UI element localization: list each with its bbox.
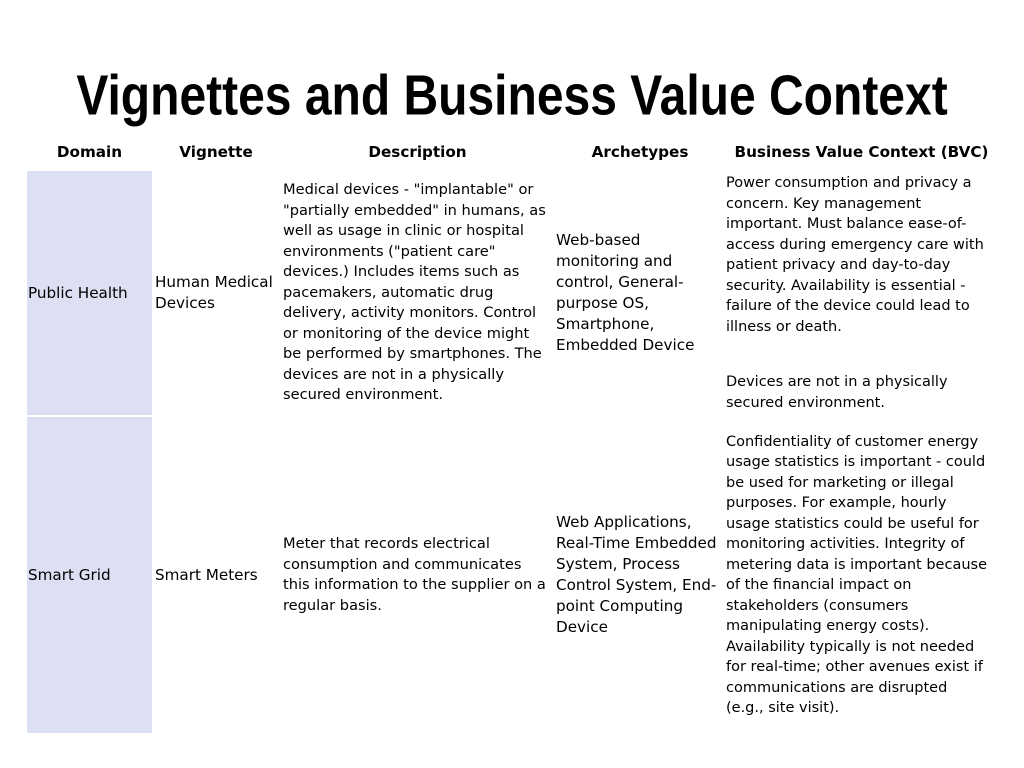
bvc-text bbox=[726, 411, 998, 739]
bvc-paragraph: Power consumption and privacy a concern. Key management important. Must balance ease-of-access during emergency care with patient privacy and day-to-day security. Availability is essential - failure of the device could lead to illness or death. bbox=[726, 175, 984, 335]
description-text: Medical devices - "implantable" or "partially embedded" in humans, as well as usage in clinic or hospital environments ("patient care" devices.) Includes items such as pacemakers, automatic drug delivery, activity monitors. Control or monitoring of the device might be performed by smartphones. The devices are not in a physically secured environment. bbox=[283, 181, 546, 404]
slide-title bbox=[0, 58, 1024, 136]
cell-archetypes bbox=[555, 417, 725, 733]
cell-domain bbox=[27, 171, 152, 415]
archetypes-text: Web Applications, Real-Time Embedded System, Process Control System, End-point Computing Device bbox=[556, 513, 717, 636]
cell-archetypes bbox=[555, 171, 725, 415]
description-text: Meter that records electrical consumption and communicates this information to the supplier on a regular basis. bbox=[283, 535, 546, 614]
bvc-paragraph: Confidentiality of customer energy usage statistics is important - could be used for marketing or illegal purposes. For example, hourly usage statistics could be useful for monitoring activities. Integrity of metering data is important because of the financial impact on stakeholders (consumers manipulating energy costs). Availability typically is not needed for real-time; other avenues exist if communications are disrupted (e.g., site visit). bbox=[726, 433, 987, 716]
column-header-description: Description bbox=[368, 142, 467, 161]
cell-description bbox=[280, 171, 555, 415]
cell-bvc bbox=[725, 171, 998, 415]
cell-bvc bbox=[725, 417, 998, 733]
archetypes-text: Web-based monitoring and control, General-purpose OS, Smartphone, Embedded Device bbox=[556, 231, 695, 354]
bvc-text bbox=[726, 153, 998, 434]
domain-text: Smart Grid bbox=[28, 565, 111, 584]
cell-vignette bbox=[152, 171, 280, 415]
column-header-domain: Domain bbox=[56, 142, 123, 161]
cell-domain bbox=[27, 417, 152, 733]
cell-vignette bbox=[152, 417, 280, 733]
column-header-archetypes: Archetypes bbox=[591, 142, 689, 161]
vignette-text: Human Medical Devices bbox=[155, 273, 273, 312]
bvc-paragraph: Devices are not in a physically secured environment. bbox=[726, 374, 948, 411]
column-header-vignette: Vignette bbox=[179, 142, 253, 161]
vignette-text: Smart Meters bbox=[155, 565, 258, 584]
cell-description bbox=[280, 417, 555, 733]
domain-text: Public Health bbox=[28, 283, 128, 302]
slide-title-text: Vignettes and Business Value Context bbox=[76, 65, 948, 128]
column-header-bvc: Business Value Context (BVC) bbox=[734, 142, 989, 161]
